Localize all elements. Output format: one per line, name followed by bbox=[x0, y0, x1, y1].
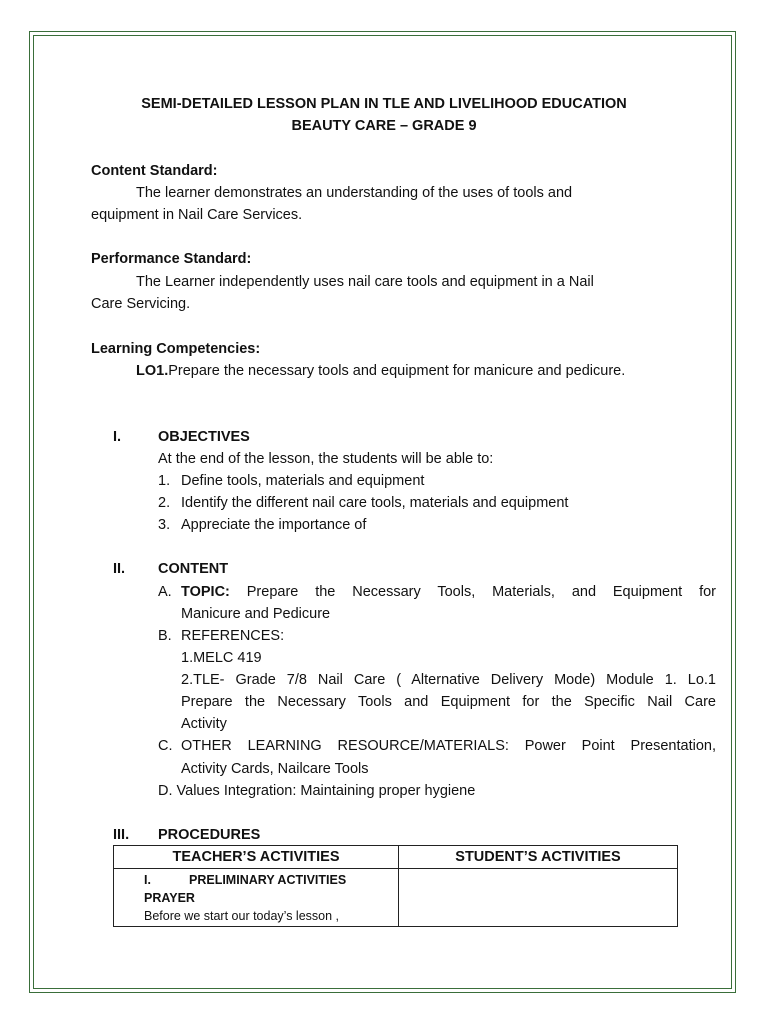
document-subtitle: BEAUTY CARE – GRADE 9 bbox=[291, 118, 477, 134]
references-label: REFERENCES: bbox=[181, 628, 285, 644]
student-activities-header: STUDENT’S ACTIVITIES bbox=[399, 846, 678, 869]
procedures-numeral: III. bbox=[113, 827, 130, 843]
reference-2-line1: 2.TLE- Grade 7/8 Nail Care ( Alternative Delivery Mode) Module 1. Lo.1 bbox=[181, 672, 716, 688]
content-standard-heading: Content Standard: bbox=[91, 163, 218, 179]
competency-text: Prepare the necessary tools and equipment for manicure and pedicure. bbox=[168, 363, 626, 379]
content-heading: CONTENT bbox=[158, 561, 229, 577]
objective-item-1: Define tools, materials and equipment bbox=[181, 473, 425, 489]
reference-1: 1.MELC 419 bbox=[181, 650, 262, 666]
other-resources-line1: OTHER LEARNING RESOURCE/MATERIALS: Power Point Presentation, bbox=[181, 738, 716, 754]
topic-text: Prepare the Necessary Tools, Materials, and Equipment for bbox=[246, 584, 716, 600]
reference-2-line3: Activity bbox=[181, 716, 227, 732]
competency-code: LO1. bbox=[136, 363, 169, 379]
teacher-activities-cell bbox=[114, 869, 399, 927]
topic-line2: Manicure and Pedicure bbox=[181, 606, 331, 622]
performance-standard-line1: The Learner independently uses nail care tools and equipment in a Nail bbox=[136, 274, 594, 290]
topic-line1 bbox=[181, 583, 716, 601]
learning-competency-item bbox=[136, 362, 625, 380]
objective-item-3: Appreciate the importance of bbox=[181, 517, 367, 533]
content-standard-line2: equipment in Nail Care Services. bbox=[91, 207, 303, 223]
table-row bbox=[114, 869, 678, 927]
prayer-heading: PRAYER bbox=[144, 891, 195, 905]
objective-item-2: Identify the different nail care tools, materials and equipment bbox=[181, 495, 569, 511]
preliminary-activities-heading: PRELIMINARY ACTIVITIES bbox=[189, 873, 347, 887]
objective-item-2-number: 2. bbox=[158, 495, 171, 511]
content-a-label: A. bbox=[158, 584, 172, 600]
objectives-numeral: I. bbox=[113, 429, 122, 445]
objective-item-3-number: 3. bbox=[158, 517, 171, 533]
values-integration: D. Values Integration: Maintaining proper hygiene bbox=[158, 783, 476, 799]
other-resources-line2: Activity Cards, Nailcare Tools bbox=[181, 761, 369, 777]
prayer-text: Before we start our today’s lesson , bbox=[144, 909, 340, 923]
student-activities-cell bbox=[399, 869, 678, 927]
learning-competencies-heading: Learning Competencies: bbox=[91, 341, 261, 357]
procedures-table bbox=[113, 845, 678, 927]
objective-item-1-number: 1. bbox=[158, 473, 171, 489]
content-standard-line1: The learner demonstrates an understanding of the uses of tools and bbox=[136, 185, 573, 201]
topic-label: TOPIC: bbox=[181, 584, 230, 600]
performance-standard-line2: Care Servicing. bbox=[91, 296, 191, 312]
performance-standard-heading: Performance Standard: bbox=[91, 251, 252, 267]
reference-2-line2: Prepare the Necessary Tools and Equipment for the Specific Nail Care bbox=[181, 694, 716, 710]
content-numeral: II. bbox=[113, 561, 126, 577]
objectives-heading: OBJECTIVES bbox=[158, 429, 250, 445]
procedures-heading: PROCEDURES bbox=[158, 827, 261, 843]
teacher-activities-header: TEACHER’S ACTIVITIES bbox=[114, 846, 399, 869]
preliminary-numeral: I. bbox=[144, 873, 151, 887]
table-header-row bbox=[114, 846, 678, 869]
content-b-label: B. bbox=[158, 628, 172, 644]
document-title: SEMI-DETAILED LESSON PLAN IN TLE AND LIVELIHOOD EDUCATION bbox=[141, 96, 627, 112]
content-c-label: C. bbox=[158, 738, 173, 754]
objectives-intro: At the end of the lesson, the students will be able to: bbox=[158, 451, 494, 467]
